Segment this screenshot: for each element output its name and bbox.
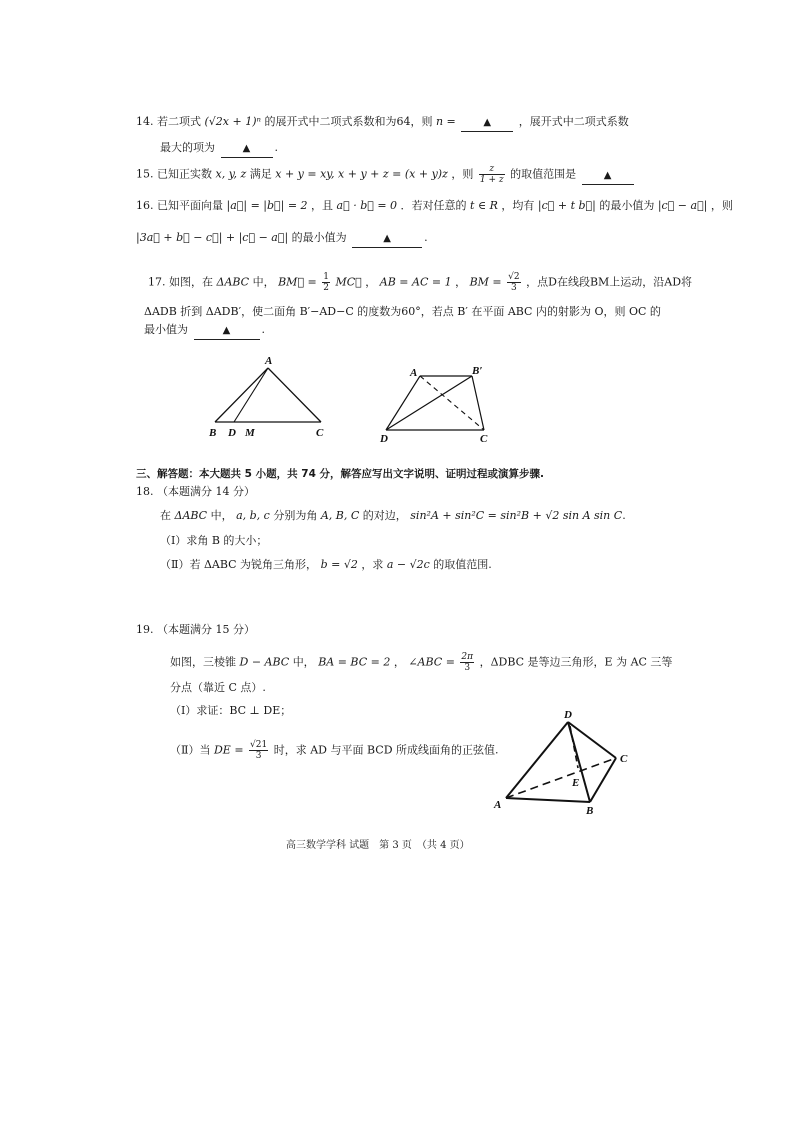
q19-figure-pyramid [490,702,640,822]
q19-part2-text-1: （Ⅱ）当 [170,743,211,757]
q17-text-4: ， [455,275,467,289]
q17-condition: AB = AC = 1 [379,275,452,289]
q16-cond-4: |c⃗ + t b⃗| [537,199,596,212]
q19-fraction [460,652,474,673]
q17-figure-folded [374,362,504,448]
q18-text-5: . [622,509,626,522]
q16-text-2: ，且 [311,199,334,212]
q17-triangle: ΔABC [216,275,250,289]
q18-sides: a, b, c [236,509,270,522]
q17-end: . [261,323,265,336]
q16-expression: |3a⃗ + b⃗ − c⃗| + |c⃗ − a⃗| [136,231,289,244]
q17-number: 17. [148,275,166,289]
q19-text-3: ， [393,655,405,669]
answer-triangle-icon: ▲ [383,233,391,244]
q15-frac-num: z [479,164,505,175]
q14-line1 [136,114,629,132]
fig1-edge-ac [268,368,321,422]
q15-frac-den: 1 + z [479,175,504,185]
fig1-label-a: A [265,355,273,367]
q19-part2-text-2: 时，求 AD 与平面 BCD 所成线面角的正弦值. [273,743,499,757]
q18-part2-text-3: 的取值范围. [433,558,492,571]
q17-bm: BM = [469,275,502,289]
q19-f-num: 2π [461,652,474,662]
q19-part2-fraction [249,740,268,761]
q15-text-2: 满足 [249,167,272,181]
q17-line2 [144,304,661,320]
q19-de: DE = [213,743,244,757]
fig1-label-b: B [209,427,217,439]
q18-part2-text-1: （Ⅱ）若 ΔABC 为锐角三角形， [160,558,318,571]
q15-text-1: 已知正实数 [157,167,212,181]
fig1-label-m: M [245,427,255,439]
q17-line1 [148,272,692,293]
q16-text-7: 的最小值为 [291,231,347,244]
q19-angle: ∠ABC = [408,655,455,669]
q19-header [136,622,255,638]
q17-vector-bm: BM⃗ = [278,275,317,289]
q18-header [136,484,255,500]
q15-vars: x, y, z [215,167,247,181]
q15-line [136,164,636,185]
q14-answer-blank-2 [221,140,273,158]
q16-cond-2: a⃗ · b⃗ = 0 [336,199,398,212]
q17-line3 [144,322,265,340]
q18-part1: （Ⅰ）求角 B 的大小； [160,534,268,547]
fig2-edge-ad [386,376,420,430]
fig2-label-a: A [410,367,418,379]
q17-f2-den: 3 [511,283,517,293]
fig3-label-b: B [586,805,594,817]
q17-text-3: ， [365,275,377,289]
q19-p-num: √21 [250,740,268,750]
fig3-edge-ab [506,798,590,802]
q18-part2-expr: a − √2c [386,558,430,571]
section-3-heading: 三、解答题：本大题共 5 小题，共 74 分，解答应写出文字说明、证明过程或演算步骤. [136,468,545,480]
q19-text-1: 如图，三棱锥 [170,655,236,669]
q15-number: 15. [136,167,154,181]
q18-part2-text-2: ，求 [361,558,384,571]
answer-triangle-icon: ▲ [483,117,492,128]
q19-number: 19. [136,623,154,636]
q18-text-1: 在 [160,509,171,522]
fig3-edge-db [568,722,590,802]
q18-line1 [160,508,626,524]
q18-equation: sin²A + sin²C = sin²B + √2 sin A sin C [410,509,623,522]
q17-text-5: ，点D在线段BM上运动，沿AD将 [526,275,693,289]
q17-text-1: 如图，在 [169,275,213,289]
q19-p-den: 3 [255,751,262,761]
q18-part2 [160,557,492,573]
answer-triangle-icon: ▲ [603,169,612,181]
q16-text-5: 的最小值为 [599,199,655,212]
q16-text-4: ，均有 [501,199,535,212]
q19-condition: BA = BC = 2 [318,655,391,669]
q17-text-2: 中， [252,275,275,289]
q16-cond-1: |a⃗| = |b⃗| = 2 [226,199,308,212]
q19-text-2: 中， [292,655,315,669]
q16-number: 16. [136,199,154,212]
fig3-label-c: C [620,753,628,765]
q17-fraction-half [322,272,330,293]
q14-number: 14. [136,115,154,128]
q18-part2-b: b = √2 [320,558,358,571]
page-footer: 高三数学学科 试题 第 3 页 （共 4 页） [286,840,470,851]
q18-text-4: 的对边， [362,509,407,522]
q15-text-3: ，则 [451,167,474,181]
fig1-label-c: C [316,427,324,439]
fig2-edge-bc [472,376,484,430]
q17-text-7: 最小值为 [144,323,188,336]
q14-end: . [274,141,278,154]
fig3-edge-dc [568,722,616,758]
q16-cond-3: t ∈ R [470,199,498,212]
q16-text-1: 已知平面向量 [157,199,223,212]
q17-text-6: ΔADB 折到 ΔADB′，使二面角 B′−AD−C 的度数为60°，若点 B′ 在平面 ABC 内的射影为 O，则 OC 的 [144,305,661,318]
q16-line2 [136,230,428,248]
q19-part2 [170,740,499,761]
q14-text-3: ，展开式中二项式系数 [518,115,629,128]
q17-f2-num: √2 [508,272,520,282]
q14-answer-blank-1 [461,114,513,132]
q14-text-4: 最大的项为 [160,141,215,154]
fig2-label-d: D [380,433,388,445]
q14-text-1: 若二项式 [157,115,201,128]
q17-vector-mc: MC⃗ [335,275,362,289]
q14-line2 [160,140,278,158]
fig3-label-a: A [494,799,502,811]
q19-line2: 分点（靠近 C 点）. [170,681,266,694]
q16-cond-5: |c⃗ − a⃗| [657,199,708,212]
q17-f1-num: 1 [323,272,329,282]
q16-line1 [136,198,733,214]
q15-condition: x + y = xy, x + y + z = (x + y)z [275,167,448,181]
fig1-edge-ad [234,368,268,422]
q18-text-3: 分别为角 [273,509,318,522]
fig3-label-e: E [572,777,580,789]
q15-fraction [479,164,505,185]
fig1-label-d: D [228,427,236,439]
fig3-label-d: D [564,709,572,721]
fig2-label-c: C [480,433,488,445]
q17-answer-blank [194,322,260,340]
q19-line1 [170,652,672,673]
q18-angles: A, B, C [320,509,360,522]
q19-pyramid: D − ABC [239,655,290,669]
q14-expression: (√2x + 1)ⁿ [204,115,261,128]
q16-end: . [424,231,428,244]
q15-text-4: 的取值范围是 [510,167,577,181]
q16-text-3: ．若对任意的 [400,199,467,212]
q19-part1: （Ⅰ）求证：BC ⊥ DE； [170,704,292,717]
q14-text-2: 的展开式中二项式系数和为64，则 [264,115,433,128]
q17-figure-triangle [204,354,334,440]
q18-score: （本题满分 14 分） [157,485,255,498]
q18-triangle: ΔABC [174,509,208,522]
q18-number: 18. [136,485,154,498]
q17-fraction-root [507,272,520,293]
fig2-label-bprime: B′ [472,365,483,377]
q18-text-2: 中， [210,509,233,522]
q16-text-6: ，则 [710,199,733,212]
q14-variable: n = [435,115,456,128]
answer-triangle-icon: ▲ [222,325,231,336]
q19-text-4: ，ΔDBC 是等边三角形，E 为 AC 三等 [479,655,673,669]
fig3-edge-bc [590,758,616,802]
q19-score: （本题满分 15 分） [157,623,255,636]
q19-f-den: 3 [464,663,471,673]
q16-answer-blank [352,230,422,248]
q15-answer-blank [582,167,634,185]
fig1-edge-ab [215,368,268,422]
q17-f1-den: 2 [323,283,329,293]
answer-triangle-icon: ▲ [242,143,251,154]
